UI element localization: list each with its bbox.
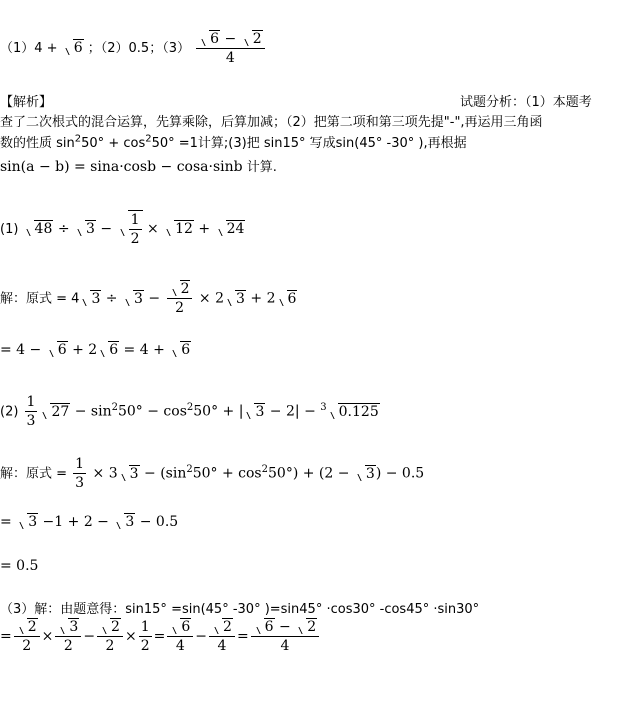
solution-2-line1: 解：原式 = $\frac{1}{3}$ × 3 $3 - (\sin^250^\circ + \cos^250^\circ) + (2 - 3) - 0.5$	[0, 456, 425, 491]
solution-3-intro: （3）解：由题意得：sin15° =sin(45° -30° )=sin45° ·cos30° -cos45° ·sin30°	[0, 602, 480, 617]
analysis-line3: 数的性质 $\sin^250^\circ + \cos^250^\circ =1$计算;(3)把 sin15° 写成sin(45° -30° ),再根据	[0, 133, 467, 151]
solution-2-line3: = 0.5	[0, 558, 39, 574]
solution-1-line1: 解：原式 = 4 3 ÷ 3 − $\frac{2}{2}$ × 2 3 + 2 6	[0, 281, 297, 316]
question-2: (2) $\frac{1}{3}$ $27 - \sin^250^\circ - \cos^250^\circ$ + | 3 − 2| − $^3$ 0.125	[0, 394, 379, 429]
question-1: (1) 48 ÷ 3 − $\frac{1}{2}$ × 12 + 24	[0, 212, 245, 247]
analysis-line4: sin(a − b) = sina·cosb − cosa·sinb 计算.	[0, 159, 277, 175]
answer-line	[0, 30, 267, 67]
solution-1-line2: = 4 − 6 + 2 6 = 4 + 6	[0, 342, 191, 358]
sine-difference-formula: sin(a − b) = sina·cosb − cosa·sinb	[0, 159, 243, 175]
solution-3-computation: = $\frac{2}{2}$ × $\frac{3}{2}$ − $\frac{2}{2}$ × $\frac{1}{2}$ = $\frac{6}{4}$ − $\frac{2}{4}$ = $\frac{6 - 2}{4}$	[0, 618, 321, 655]
analysis-right-label: 试题分析：（1）本题考	[460, 95, 592, 110]
solution-2-line2: = 3 −1 + 2 − 3 − 0.5	[0, 514, 179, 530]
answer-part2: ；（2）0.5；（3）	[83, 41, 190, 56]
answer-part1: （1）4 +	[0, 41, 62, 56]
analysis-label: 【解析】	[0, 95, 53, 110]
sqrt-6: 6	[63, 39, 84, 57]
analysis-line2: 查了二次根式的混合运算，先算乘除，后算加减；（2）把第二项和第三项先提"-",再运用三角函	[0, 115, 543, 130]
answer3-fraction: $\frac{6 - 2}{4}$	[196, 30, 264, 67]
